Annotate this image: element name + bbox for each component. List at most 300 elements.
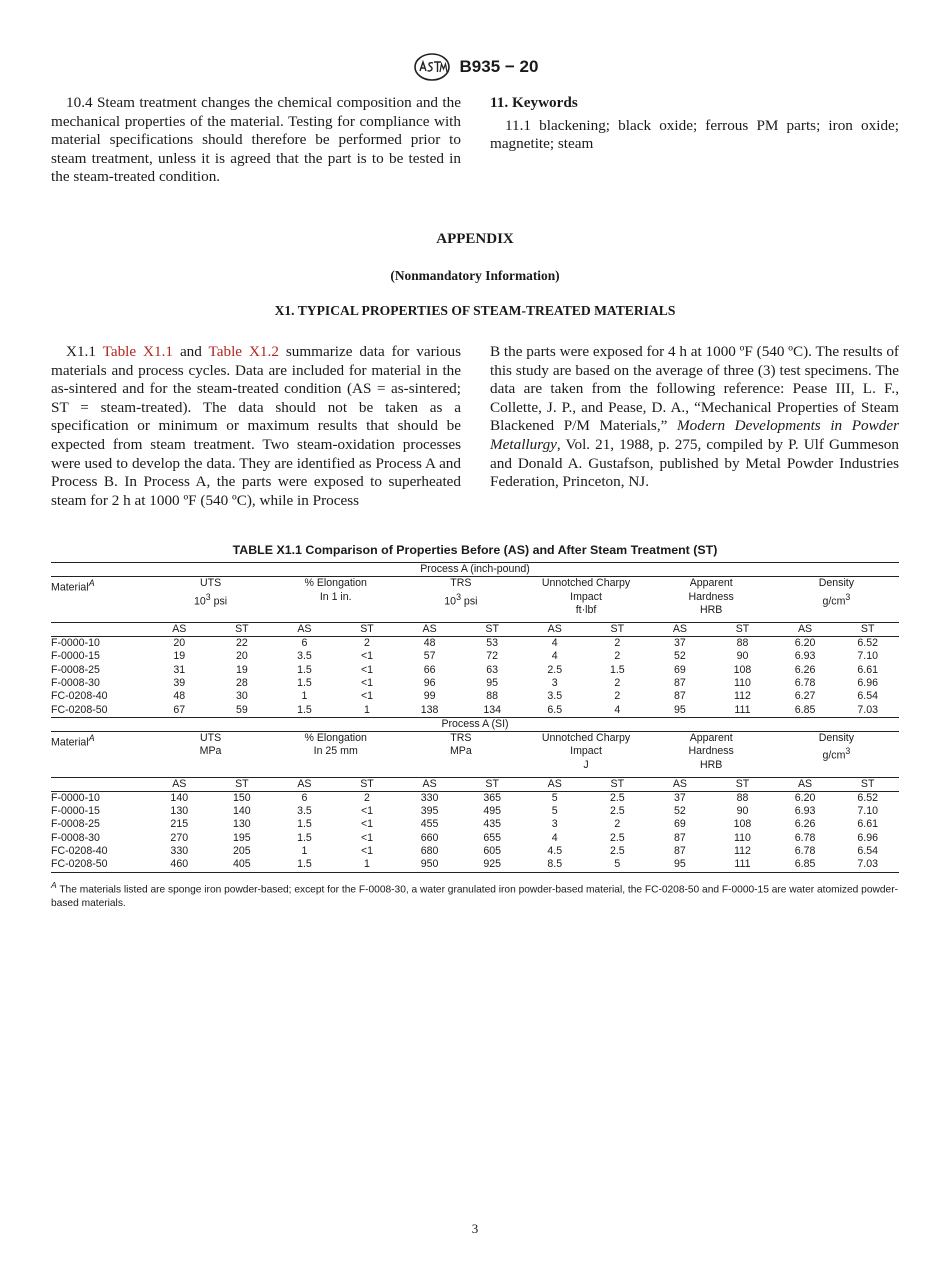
value-cell: 4 [551,831,558,844]
property-header [398,577,523,622]
value-cell: 6.20 [794,637,816,650]
value-cell: 6.54 [857,845,878,857]
header-line-1: TRS [450,732,472,745]
section-heading-keywords: 11. Keywords [490,94,578,111]
value-cell: 6.54 [857,690,878,703]
value-cell: 2 [364,791,370,804]
value-cell: 88 [736,637,749,650]
value-cell: 3 [551,676,558,689]
x1-1-right-column [490,343,899,492]
empty-cell [51,622,148,636]
footnote-mark: A [51,880,57,890]
header-line-3 [148,608,273,621]
header-line-1: TRS [450,577,472,590]
value-cell: 95 [649,858,712,872]
table-row [51,805,899,818]
header-line-2 [148,745,273,758]
property-header [273,732,398,777]
header-unit: g/cm [822,595,846,608]
value-cell: <1 [360,831,374,844]
value-cell: 140 [233,805,251,818]
table-row [51,650,899,663]
value-cell: 130 [233,818,251,831]
material-cell: F-0000-10 [51,637,100,650]
value-cell: 87 [674,676,686,689]
x1-1-left-column [51,343,461,510]
appendix-title: APPENDIX [436,231,514,247]
table-row [51,704,899,718]
value-cell: 69 [674,663,686,676]
value-cell: 138 [420,703,439,716]
value-cell: 2 [614,676,621,689]
footnote-text: The materials listed are sponge iron powder-based; except for the F-0008-30, a water granulated iron powder-based material, the FC-0208-50 and F-0000-15 are water atomized powder-based materials. [51,884,898,909]
value-cell: 7.03 [857,703,878,716]
header-line-3 [273,604,398,617]
value-cell: 4 [614,703,621,716]
value-cell: 2 [614,818,621,831]
as-label: AS [273,622,336,636]
material-cell: F-0000-10 [51,791,100,804]
value-cell: 6.5 [547,703,563,716]
property-header [148,577,273,622]
para-number: 11.1 [505,116,532,134]
header-unit-suffix: psi [460,595,478,608]
value-cell: 3.5 [547,690,563,703]
as-st-row [51,622,899,636]
header-line-1: Unnotched Charpy [541,732,631,745]
value-cell: 2 [614,690,621,703]
value-cell: 19 [173,650,186,663]
paragraph-10-4 [51,94,461,187]
table-x1-2-link[interactable]: Table X1.2 [208,343,279,360]
header-line-2 [273,745,398,758]
material-header [51,732,148,777]
value-cell: 330 [170,845,189,857]
paragraph-x1-1-continued [490,343,899,492]
table-footnote [51,879,899,910]
header-unit: g/cm [822,749,846,762]
property-header [774,577,899,622]
property-header [148,732,273,777]
property-header [523,732,648,777]
property-header [273,577,398,622]
value-cell: 150 [233,791,251,804]
header-line-2 [398,591,523,609]
properties-table [51,562,899,873]
value-cell: 111 [711,858,774,872]
para-text: blackening; black oxide; ferrous PM parts; iron oxide; magnetite; steam [490,116,900,153]
value-cell: <1 [360,663,374,676]
value-cell: 90 [736,805,749,818]
value-cell: 88 [486,690,499,703]
st-label: ST [336,777,399,791]
header-unit: Impact [570,590,602,603]
value-cell: 460 [148,858,211,872]
table-row [51,845,899,858]
value-cell: 660 [420,831,439,844]
value-cell: 111 [734,703,751,716]
st-label: ST [836,777,899,791]
as-label: AS [398,777,461,791]
as-label: AS [774,777,837,791]
header-line-1: Density [818,732,855,745]
value-cell: 72 [486,650,499,663]
value-cell: 63 [486,663,499,676]
designation: B935 − 20 [459,57,539,76]
header-unit: Impact [570,745,602,758]
header-line-3 [774,763,899,776]
header-line-1: % Elongation [304,732,367,745]
value-cell: 5 [551,805,558,818]
value-cell: 6.96 [857,676,878,689]
header-line-2 [273,591,398,604]
as-label: AS [148,777,211,791]
value-cell: 95 [486,676,499,689]
value-cell: 215 [170,818,189,831]
property-header [523,577,648,622]
value-cell: 108 [733,818,752,831]
header-row [51,732,899,777]
material-header-label: Material [51,581,89,594]
value-cell: 655 [483,831,501,844]
value-cell: 435 [483,818,501,831]
value-cell: 22 [235,637,248,650]
property-header [649,577,774,622]
header-line-2 [649,745,774,758]
value-cell: 605 [483,845,501,857]
process-row [51,563,899,577]
process-label: Process A (inch-pound) [51,563,899,577]
material-header-label: Material [51,736,89,749]
material-cell: FC-0208-40 [51,845,108,857]
header-unit: In 25 mm [313,745,358,758]
header-unit-sup: 3 [845,746,851,757]
value-cell: 5 [586,858,649,872]
value-cell: 7.03 [836,858,899,872]
value-cell: 7.10 [857,805,878,818]
value-cell: 6.78 [794,831,816,844]
value-cell: 6.93 [794,650,816,663]
value-cell: 6.78 [794,845,816,857]
value-cell: 37 [674,791,686,804]
value-cell: 2.5 [609,805,625,818]
table-row [51,818,899,831]
value-cell: 6.52 [857,637,878,650]
value-cell: 8.5 [523,858,586,872]
value-cell: 195 [233,831,251,844]
st-label: ST [211,622,274,636]
material-cell: F-0000-15 [51,650,100,663]
value-cell: 6 [301,637,308,650]
header-line-1: Apparent [689,732,733,745]
material-cell: FC-0208-50 [51,858,148,872]
property-header [398,732,523,777]
st-label: ST [586,777,649,791]
st-label: ST [336,622,399,636]
as-label: AS [523,777,586,791]
as-label: AS [398,622,461,636]
value-cell: 31 [173,663,186,676]
value-cell: 5 [551,791,558,804]
value-cell: <1 [360,805,374,818]
value-cell: 6.78 [794,676,816,689]
x1-section-title: X1. TYPICAL PROPERTIES OF STEAM-TREATED MATERIALS [274,303,676,318]
value-cell: 6.85 [794,703,816,716]
header-line-1: % Elongation [304,577,367,590]
value-cell: 270 [170,831,189,844]
value-cell: 48 [173,690,186,703]
as-st-row [51,777,899,791]
material-cell: FC-0208-40 [51,690,108,703]
header-line-1: Apparent [689,577,733,590]
value-cell: 7.10 [857,650,878,663]
header-line-1: Unnotched Charpy [541,577,631,590]
material-cell: F-0008-30 [51,831,100,844]
value-cell: 130 [170,805,189,818]
para-number: 10.4 [66,94,93,111]
table-row [51,637,899,651]
as-label: AS [649,622,712,636]
header-unit-suffix: psi [210,595,228,608]
value-cell: 87 [674,831,686,844]
value-cell: 6.20 [794,791,816,804]
value-cell: 1.5 [297,818,312,831]
header-unit: MPa [199,745,222,758]
value-cell: 1.5 [297,831,312,844]
header-line-2 [774,591,899,609]
astm-logo-icon [412,52,452,82]
value-cell: <1 [360,845,374,857]
value-cell: 87 [674,690,686,703]
value-cell: 205 [233,845,251,857]
material-header [51,577,148,622]
value-cell: 395 [420,805,439,818]
st-label: ST [711,777,774,791]
value-cell: 365 [483,791,501,804]
value-cell: 95 [674,703,686,716]
value-cell: 4.5 [547,845,563,857]
page-header [0,52,950,82]
value-cell: 67 [173,703,186,716]
header-unit: Hardness [688,745,734,758]
section-11 [490,94,899,154]
section-10-4 [51,94,461,187]
header-line-3 [273,759,398,772]
property-header [649,732,774,777]
value-cell: 2.5 [547,663,563,676]
value-cell: 28 [235,676,248,689]
st-label: ST [461,777,524,791]
value-cell: 2 [364,637,370,650]
para-number: X1.1 [66,343,96,360]
value-cell: 1.5 [273,858,336,872]
material-cell: FC-0208-50 [51,703,108,716]
value-cell: 1 [364,703,370,716]
empty-cell [51,777,148,791]
value-cell: 112 [734,690,751,703]
header-unit: 10 [193,595,206,608]
value-cell: 20 [235,650,248,663]
value-cell: 950 [398,858,461,872]
header-unit-sup: 3 [456,591,461,602]
value-cell: 6.85 [774,858,837,872]
value-cell: 6.93 [794,805,816,818]
header-unit: MPa [449,745,472,758]
value-cell: 6.26 [794,663,816,676]
appendix-subtitle: (Nonmandatory Information) [390,268,560,283]
table-row [51,690,899,703]
reference-title: Modern Developments in Powder Metallurgy [490,417,899,453]
value-cell: 2.5 [609,791,625,804]
value-cell: <1 [360,690,374,703]
value-cell: 69 [674,818,686,831]
header-line-3: J [583,758,589,771]
material-header-sup: A [88,578,95,589]
value-cell: 1 [301,845,308,857]
header-row [51,577,899,622]
value-cell: 1.5 [297,703,312,716]
value-cell: 2.5 [609,845,625,857]
value-cell: 112 [734,845,751,857]
header-line-2 [523,745,648,758]
as-label: AS [649,777,712,791]
value-cell: 455 [420,818,439,831]
value-cell: 110 [734,676,751,689]
value-cell: 140 [170,791,189,804]
table-row [51,858,899,872]
header-line-2 [523,591,648,604]
st-label: ST [461,622,524,636]
process-label: Process A (SI) [51,717,899,731]
value-cell: 2 [614,650,621,663]
value-cell: 30 [235,690,248,703]
table-x1-1-link[interactable]: Table X1.1 [102,343,173,360]
header-line-3 [398,608,523,621]
value-cell: 39 [173,676,186,689]
as-label: AS [774,622,837,636]
header-unit-sup: 3 [845,591,851,602]
value-cell: 87 [674,845,686,857]
para-text: summarize data for various materials and process cycles. Data are included for material in the as-sintered and for the steam-treated condition (AS = as-sintered; ST = steam-treated). The data should not be taken as a specification or minimum or maximum results that should be expected from steam treatment. Two steam-oxidation processes were used to develop the data. They are identified as Process A and Process B. In Process A, the parts were exposed to superheated steam for 2 h at 1000 ºF (540 ºC), while in Process [51,343,461,509]
header-line-1: Density [818,577,855,590]
value-cell: 20 [173,637,186,650]
table-row [51,791,899,805]
value-cell: 925 [461,858,524,872]
process-row [51,717,899,731]
material-cell: F-0008-30 [51,676,100,689]
header-line-3 [398,759,523,772]
value-cell: 3.5 [297,805,312,818]
value-cell: 4 [551,637,558,650]
table-row [51,832,899,845]
para-text: Steam treatment changes the chemical composition and the mechanical properties of the material. Testing for compliance with material specifications should therefore be performed prior to steam treatment, unless it is agreed that the part is to be tested in the steam-treated condition. [51,94,461,186]
value-cell: 1.5 [609,663,625,676]
value-cell: <1 [360,676,374,689]
property-header [774,732,899,777]
value-cell: 6.96 [857,831,878,844]
value-cell: 90 [736,650,749,663]
value-cell: 405 [211,858,274,872]
material-cell: F-0008-25 [51,818,100,831]
header-line-3: HRB [700,758,723,771]
header-line-2 [774,745,899,763]
value-cell: 53 [486,637,499,650]
value-cell: 4 [551,650,558,663]
value-cell: 6.52 [857,791,878,804]
header-line-3 [148,759,273,772]
value-cell: 52 [674,650,686,663]
value-cell: 19 [235,663,248,676]
value-cell: 99 [423,690,436,703]
value-cell: <1 [360,650,374,663]
para-text: B the parts were exposed for 4 h at 1000 ºF (540 ºC). The results of this study are based on the average of three (3) test specimens. The data are taken from the following reference: Pease III, L. F., Collette, J. P., and Pease, D. A., “Mechanical Properties of Steam Blackened P/M Materials,” [490,343,899,435]
value-cell: 2.5 [609,831,625,844]
st-label: ST [211,777,274,791]
value-cell: 96 [423,676,436,689]
header-line-3: HRB [700,603,723,616]
value-cell: 134 [483,703,501,716]
as-label: AS [523,622,586,636]
header-line-2 [148,591,273,609]
value-cell: 6.61 [857,818,878,831]
value-cell: 1.5 [297,663,312,676]
value-cell: 3.5 [297,650,312,663]
header-line-1: UTS [199,732,222,745]
table-row [51,664,899,677]
value-cell: 6 [301,791,308,804]
st-label: ST [586,622,649,636]
value-cell: 2 [614,637,621,650]
value-cell: 110 [734,831,751,844]
header-unit-sup: 3 [205,591,211,602]
value-cell: <1 [360,818,374,831]
value-cell: 37 [674,637,686,650]
value-cell: 52 [674,805,686,818]
material-cell: F-0008-25 [51,663,100,676]
value-cell: 1 [301,690,308,703]
para-text: , Vol. 21, 1988, p. 275, compiled by P. Ulf Gummeson and Donald A. Gustafson, published by Metal Powder Industries Federation, Princeton, NJ. [490,435,899,491]
value-cell: 6.61 [857,663,878,676]
value-cell: 88 [736,791,749,804]
page-number: 3 [471,1221,479,1236]
as-label: AS [148,622,211,636]
st-label: ST [711,622,774,636]
header-unit: Hardness [688,590,734,603]
value-cell: 6.27 [794,690,816,703]
header-line-1: UTS [199,577,222,590]
paragraph-11-1 [490,117,899,154]
conjunction: and [179,343,202,360]
header-line-2 [398,745,523,758]
value-cell: 6.26 [794,818,816,831]
value-cell: 1.5 [297,676,312,689]
paragraph-x1-1 [51,343,461,510]
material-cell: F-0000-15 [51,805,100,818]
value-cell: 57 [423,650,436,663]
value-cell: 108 [733,663,752,676]
as-label: AS [273,777,336,791]
header-line-3 [774,608,899,621]
value-cell: 48 [423,637,436,650]
header-unit: 10 [444,595,457,608]
value-cell: 59 [235,703,248,716]
value-cell: 330 [420,791,439,804]
value-cell: 66 [423,663,436,676]
header-line-3: ft·lbf [575,603,597,616]
table-row [51,677,899,690]
table-title: TABLE X1.1 Comparison of Properties Before (AS) and After Steam Treatment (ST) [232,543,718,557]
header-unit: In 1 in. [319,590,352,603]
